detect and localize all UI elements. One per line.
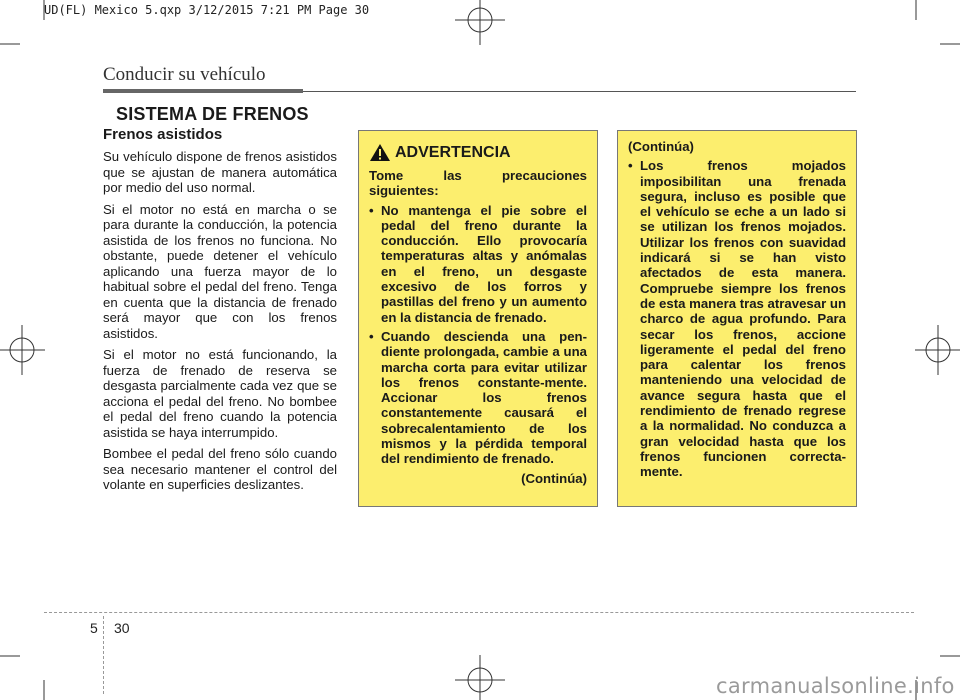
- header-rule: [303, 91, 856, 92]
- paragraph: Si el motor no está funcionando, la fuerza de frenado de reserva se desgasta parcialmente cada vez que se acciona el pedal del freno. No bombee el pedal del freno cuando la potencia asistida se haya interrumpido.: [103, 347, 337, 440]
- warning-box: [358, 130, 598, 507]
- paragraph: Su vehículo dispone de frenos asistidos que se ajustan de manera automática por medio del uso normal.: [103, 149, 337, 195]
- list-item: • Los frenos mojados imposibilitan una frenada segura, incluso es posible que el vehículo se eche a un lado si se utilizan los frenos mojados. Utilizar los frenos con suavidad indicará si se han visto afectados de esta manera. Compruebe siempre los frenos de esta manera tras atravesar un charco de agua profundo. Para secar los frenos, accione ligeramente el pedal del freno para calentar los frenos manteniendo una velocidad de avance segura hasta que el rendimiento de frenado regrese a la normalidad. No conduzca a gran velocidad hasta que los frenos funcionen correcta-mente.: [628, 158, 846, 479]
- running-header: Conducir su vehículo: [103, 64, 266, 85]
- printer-slug: UD(FL) Mexico 5.qxp 3/12/2015 7:21 PM Page 30: [44, 3, 370, 17]
- header-rule-accent: [103, 89, 303, 93]
- continued-heading: (Continúa): [628, 139, 694, 154]
- list-item: • Cuando descienda una pen-diente prolongada, cambie a una marcha corta para evitar utilizar los frenos constante-mente. Accionar los frenos constantemente causará el sobrecalentamiento de los mismos y la pérdida temporal del rendimiento de frenado.: [369, 329, 587, 467]
- watermark: carmanualsonline.info: [716, 674, 955, 698]
- warning-header: [369, 143, 587, 162]
- page-number: 30: [114, 620, 130, 636]
- section-title: SISTEMA DE FRENOS: [116, 104, 309, 124]
- warning-intro: Tome las precauciones siguientes:: [369, 168, 587, 199]
- warning-list: [628, 158, 846, 479]
- footer-separator: [103, 616, 104, 694]
- list-item: • No mantenga el pie sobre el pedal del freno durante la conducción. Ello provocaría temperaturas altas y anómalas en el freno, un desgaste excesivo de los forros y pastillas del freno y un aumento en la distancia de frenado.: [369, 203, 587, 325]
- footer-rule: [44, 612, 914, 613]
- paragraph: Si el motor no está en marcha o se para durante la conducción, la potencia asistida de los frenos no funciona. No obstante, puede detener el vehículo aplicando una fuerza mayor de lo habitual sobre el pedal del freno. Tenga en cuenta que la distancia de frenado será mayor que con los frenos asistidos.: [103, 201, 337, 341]
- body-column: [103, 126, 337, 499]
- chapter-number: 5: [90, 620, 98, 636]
- warning-title: ADVERTENCIA: [395, 143, 511, 161]
- warning-box-continued: [617, 130, 857, 507]
- continued-label: (Continúa): [521, 470, 587, 486]
- subsection-heading: Frenos asistidos: [103, 126, 223, 143]
- paragraph: Bombee el pedal del freno sólo cuando sea necesario mantener el control del volante en superficies deslizantes.: [103, 446, 337, 492]
- warning-triangle-icon: [369, 143, 391, 162]
- warning-list: [369, 203, 587, 467]
